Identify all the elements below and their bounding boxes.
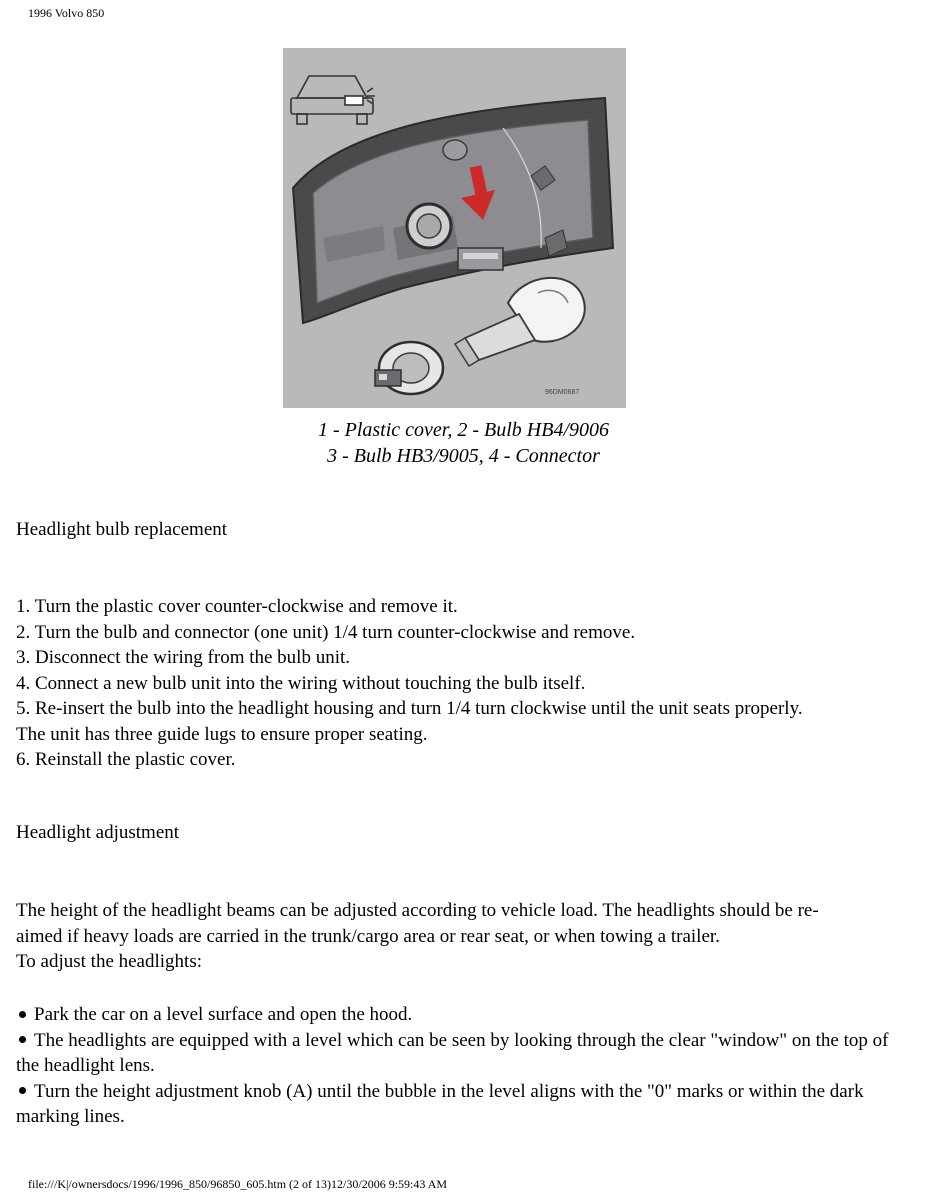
headlight-illustration [283,48,626,408]
figure-caption [0,417,927,469]
bullet-text: Turn the height adjustment knob (A) until the bubble in the level aligns with the "0" marks or within the dark marking lines. [16,1080,864,1127]
step-item: 4. Connect a new bulb unit into the wiring without touching the bulb itself. [16,672,586,694]
page-header: 1996 Volvo 850 [28,6,105,20]
car-front-icon [291,76,375,124]
caption-line: 3 - Bulb HB3/9005, 4 - Connector [327,445,600,467]
list-item [16,1079,916,1130]
bullet-text: The headlights are equipped with a level which can be seen by looking through the clear "window" on the top of the headlight lens. [16,1029,889,1076]
page-footer: file:///K|/ownersdocs/1996/1996_850/96850_605.htm (2 of 13)12/30/2006 9:59:43 AM [28,1177,448,1191]
replacement-steps [16,594,916,773]
bullet-icon [19,1087,26,1094]
step-item: 1. Turn the plastic cover counter-clockwise and remove it. [16,596,458,617]
adjustment-bullets [16,1002,916,1130]
step-item: 2. Turn the bulb and connector (one unit) 1/4 turn counter-clockwise and remove. [16,621,636,643]
bullet-icon [19,1011,26,1018]
bullet-icon [19,1036,26,1043]
list-item [16,1002,916,1028]
connector-icon [375,342,443,394]
caption-line: 1 - Plastic cover, 2 - Bulb HB4/9006 [317,419,610,441]
list-item [16,1028,916,1079]
bullet-text: Park the car on a level surface and open the hood. [34,1004,413,1025]
step-item: 5. Re-insert the bulb into the headlight housing and turn 1/4 turn clockwise until the unit seats properly. [16,698,803,719]
step-item: The unit has three guide lugs to ensure proper seating. [16,723,428,745]
paragraph-line: aimed if heavy loads are carried in the trunk/cargo area or rear seat, or when towing a trailer. [16,925,720,947]
step-item: 6. Reinstall the plastic cover. [16,749,236,770]
section-title-bulb-replacement: Headlight bulb replacement [16,519,228,540]
step-item: 3. Disconnect the wiring from the bulb unit. [16,647,351,668]
bulb-icon [455,278,585,366]
headlight-diagram [283,48,626,408]
paragraph-line: The height of the headlight beams can be adjusted according to vehicle load. The headlights should be re- [16,900,819,921]
section-title-adjustment: Headlight adjustment [16,822,180,843]
paragraph-line: To adjust the headlights: [16,951,203,972]
figure-code: 96DM0687 [545,389,580,396]
adjustment-paragraph [16,898,916,975]
